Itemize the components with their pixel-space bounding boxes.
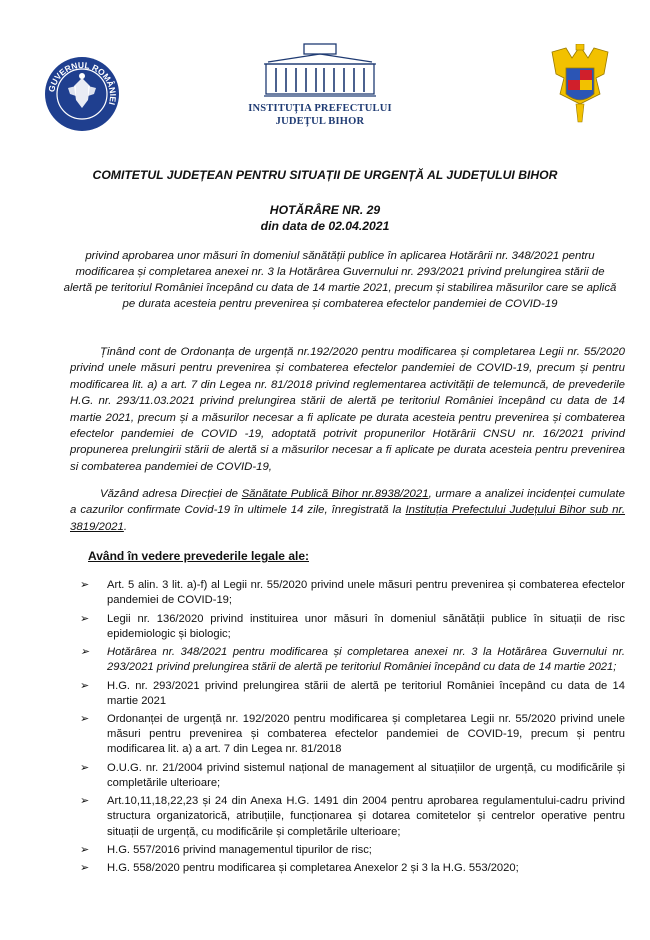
list-item [80,645,625,675]
guvernul-romaniei-seal-icon [44,56,120,132]
arrow-bullet-icon: ➢ [80,761,90,774]
legal-provisions-list [80,578,625,880]
list-item [80,843,625,858]
arrow-bullet-icon: ➢ [80,795,90,808]
list-item [80,761,625,791]
p2-text-1: Văzând adresa Direcției de [100,488,242,500]
list-item [80,712,625,758]
p2-text-3: . [123,520,128,533]
arrow-bullet-icon: ➢ [80,843,90,856]
list-item-text: Art. 5 alin. 3 lit. a)-f) al Legii nr. 55/2020 privind unele măsuri pentru prevenirea și combaterea efectelor pandemiei de COVID-19; [107,579,625,607]
letterhead [0,38,650,138]
decision-date: din data de 02.04.2021 [260,219,390,233]
arrow-bullet-icon: ➢ [80,612,90,625]
list-item [80,861,625,876]
p2-dsp-reference: Sănătate Publică Bihor nr.8938/2021 [241,488,429,500]
committee-title: COMITETUL JUDEȚEAN PENTRU SITUAȚII DE URGENȚĂ AL JUDEȚULUI BIHOR [92,168,558,182]
list-item [80,794,625,840]
institution-name: INSTITUȚIA PREFECTULUI [248,103,392,114]
arrow-bullet-icon: ➢ [80,579,90,591]
institution-county: JUDEȚUL BIHOR [275,116,365,127]
list-item [80,612,625,642]
legal-provisions-heading: Având în vedere prevederile legale ale: [88,549,309,563]
list-item-text: H.G. 557/2016 privind managementul tipurilor de risc; [107,843,372,856]
list-item [80,679,625,709]
list-item-text: Art.10,11,18,22,23 și 24 din Anexa H.G. 1491 din 2004 pentru aprobarea regulamentului-cadru privind structura organizatorică, atribuțiile, funcționarea și dotarea comitetelor și centrelor operative pentru situații de urgență, cu modificările și completările ulterioare; [107,795,625,838]
building-icon [260,42,380,98]
list-item-text: H.G. 558/2020 pentru modificarea și completarea Anexelor 2 și 3 la H.G. 553/2020; [107,862,519,875]
seal-lettering: GUVERNUL ROMÂNIEI [46,59,119,107]
decision-number: HOTĂRÂRE NR. 29 [269,203,381,217]
arrow-bullet-icon: ➢ [80,646,90,658]
institution-block [232,42,408,128]
preamble-paragraph-2 [70,486,625,535]
arrow-bullet-icon: ➢ [80,679,90,692]
romania-coat-of-arms-icon [548,44,612,124]
list-item-text: O.U.G. nr. 21/2004 privind sistemul național de management al situațiilor de urgență, cu modificările și completările ulterioare; [107,761,625,789]
list-item-text: H.G. nr. 293/2021 privind prelungirea stării de alertă pe teritoriul României începând cu data de 14 martie 2021 [107,679,625,707]
p2-text-2: , urmare a analizei incidenței cumulate a cazurilor confirmate Covid-19 în ultimele 14 zile, înregistrată la [70,488,625,517]
list-item-text: Legii nr. 136/2020 privind instituirea unor măsuri în domeniul sănătății publice în situații de risc epidemiologic și biologic; [107,612,625,640]
list-item [80,578,625,608]
decision-subject: privind aprobarea unor măsuri în domeniul sănătății publice în aplicarea Hotărârii nr. 348/2021 pentru modificarea și completarea anexei nr. 3 la Hotărârea Guvernului nr. 293/2021 privind prelungirea stării de alertă pe teritoriul României începând cu data de 14 martie 2021, precum și stabilirea măsurilor care se aplică pe durata acesteia pentru prevenirea și combaterea efectelor pandemiei de COVID-19 [63,250,617,310]
list-item-text: Ordonanței de urgență nr. 192/2020 pentru modificarea și completarea Legii nr. 55/2020 privind unele măsuri pentru prevenirea și combaterea efectelor pandemiei de COVID-19, precum și pentru modificarea lit. a) a art. 7 din Legea nr. 81/2018 [107,713,625,756]
preamble-paragraph-1: Ținând cont de Ordonanța de urgență nr.192/2020 pentru modificarea și completarea Legii nr. 55/2020 privind unele măsuri pentru prevenirea și combaterea efectelor pandemiei de COVID-19, precum și pentru modificarea lit. a) a art. 7 din Legea nr. 81/2018 privind reglementarea activității de telemuncă, de prevederile H.G. nr. 293/11.03.2021 privind prelungirea stării de alertă pe teritoriul României începând cu data de 14 martie 2021, precum și a măsurilor necesar a fi aplicate pe durata acesteia pentru prevenirea și combaterea efectelor pandemiei de COVID -19, adoptată potrivit propunerilor Hotărârii CNSU nr. 16/2021 privind propunerea prelungirii stării de alertă si a măsurilor necesar a fi aplicate pe durata acesteia pentru prevenirea si combaterea pandemiei de COVID-19, [70,346,625,473]
list-item-text: Hotărârea nr. 348/2021 pentru modificarea și completarea anexei nr. 3 la Hotărârea Guvernului nr. 293/2021 privind prelungirea stării de alertă pe teritoriul României începând cu data de 14 martie 2021; [107,646,625,674]
arrow-bullet-icon: ➢ [80,713,90,725]
p2-prefecture-reference: Instituția Prefectului Județului Bihor sub nr. 3819/2021 [70,504,626,533]
arrow-bullet-icon: ➢ [80,862,90,875]
